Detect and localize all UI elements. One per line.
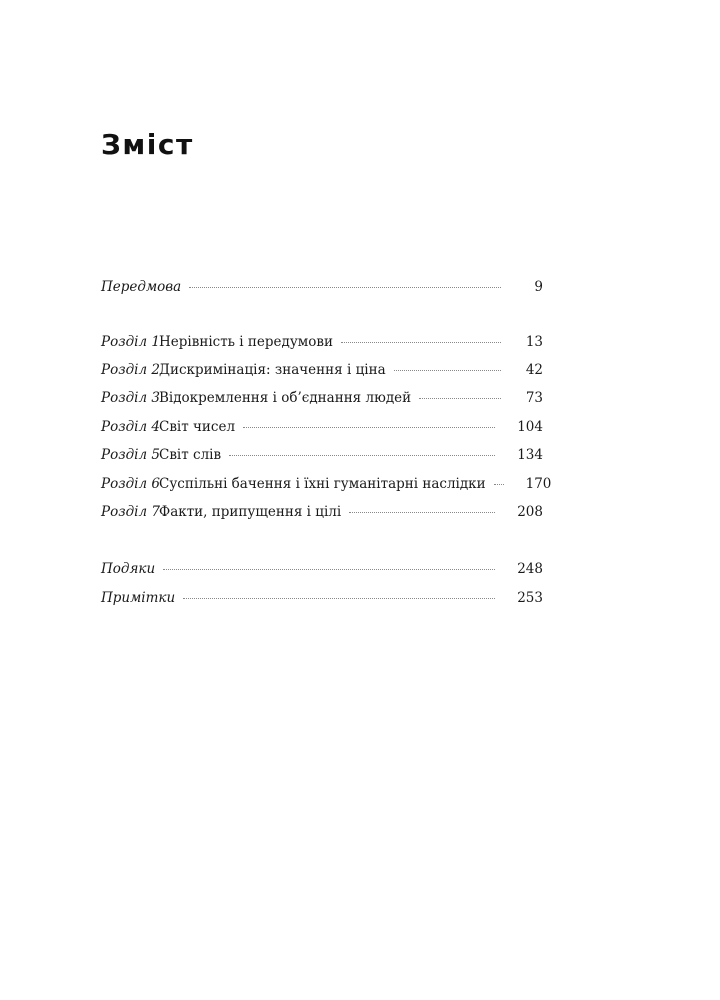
dot-leader <box>183 597 495 599</box>
chapter-title: Світ чисел <box>159 419 236 435</box>
dot-leader <box>163 568 495 570</box>
toc-entry-chapter[interactable] <box>101 334 543 356</box>
page-number: 13 <box>525 334 543 350</box>
chapter-label: Розділ 1 <box>101 334 160 350</box>
toc-entry-chapter[interactable] <box>101 504 543 526</box>
toc-entry-acknowledgements[interactable] <box>101 561 543 583</box>
page-number: 253 <box>517 590 543 606</box>
chapter-title: Дискримінація: значення і ціна <box>159 362 386 378</box>
dot-leader <box>243 426 495 428</box>
page-number: 73 <box>525 390 543 406</box>
chapter-title: Нерівність і передумови <box>159 334 334 350</box>
entry-label: Подяки <box>101 561 156 577</box>
toc-entry-notes[interactable] <box>101 590 543 612</box>
dot-leader <box>189 286 501 288</box>
page-number: 42 <box>525 362 543 378</box>
dot-leader <box>341 341 501 343</box>
chapter-label: Розділ 5 <box>101 447 160 463</box>
dot-leader <box>349 511 495 513</box>
chapter-label: Розділ 7 <box>101 504 160 520</box>
page-number: 248 <box>517 561 543 577</box>
page-number: 134 <box>517 447 543 463</box>
toc-entry-chapter[interactable] <box>101 390 543 412</box>
page-number: 170 <box>525 476 552 492</box>
chapter-label: Розділ 6 <box>101 476 160 492</box>
dot-leader <box>494 483 504 485</box>
toc-entry-chapter[interactable] <box>101 362 543 384</box>
entry-label: Примітки <box>101 590 176 606</box>
toc-entry-chapter[interactable] <box>101 419 543 441</box>
chapter-title: Факти, припущення і цілі <box>159 504 342 520</box>
chapter-title: Світ слів <box>159 447 222 463</box>
toc-entry-chapter[interactable] <box>101 447 543 469</box>
dot-leader <box>394 369 501 371</box>
chapter-label: Розділ 4 <box>101 419 160 435</box>
chapter-title: Суспільні бачення і їхні гуманітарні наслідки <box>159 476 486 492</box>
page-title: Зміст <box>101 128 194 161</box>
page-number: 208 <box>517 504 543 520</box>
toc-entry-preface[interactable] <box>101 279 543 301</box>
dot-leader <box>229 454 495 456</box>
chapter-title: Відокремлення і об’єднання людей <box>159 390 412 406</box>
entry-label: Передмова <box>101 279 182 295</box>
page-number: 104 <box>517 419 543 435</box>
chapter-label: Розділ 3 <box>101 390 160 406</box>
toc-entry-chapter[interactable] <box>101 476 552 498</box>
page-number: 9 <box>534 279 543 295</box>
chapter-label: Розділ 2 <box>101 362 160 378</box>
dot-leader <box>419 397 501 399</box>
